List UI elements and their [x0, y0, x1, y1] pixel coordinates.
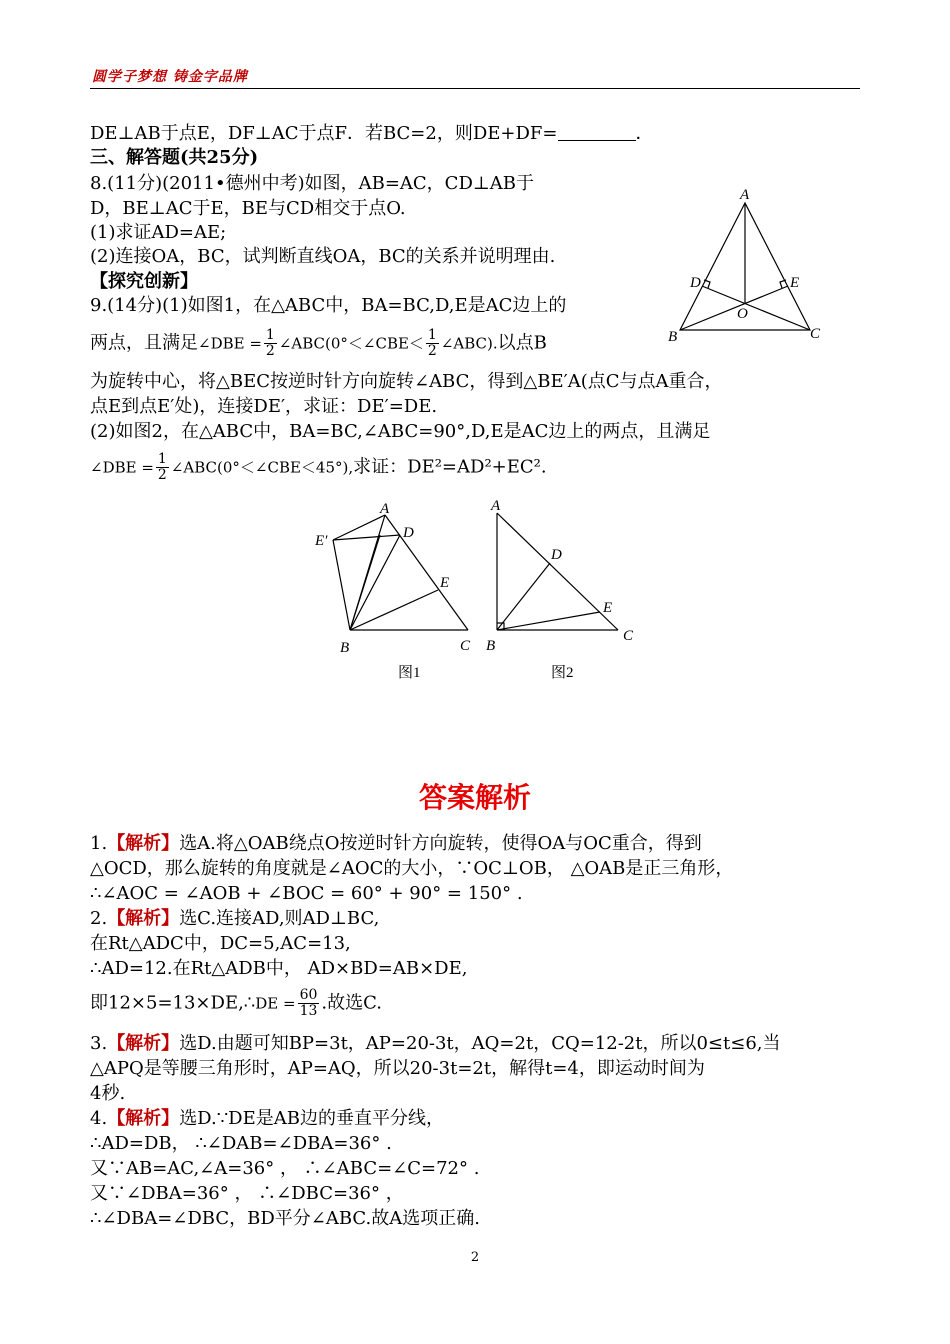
q9-line4: 点E到点E′处)，连接DE′，求证：DE′=DE.	[90, 396, 438, 417]
point-label-a: A	[380, 501, 390, 517]
a1-line1: 1.【解析】选A.将△OAB绕点O按逆时针方向旋转，使得OA与OC重合，得到	[90, 833, 702, 854]
a3-line1: 3.【解析】选D.由题可知BP=3t，AP=20-3t，AQ=2t，CQ=12-2t，所以0≤t≤6,当	[90, 1033, 781, 1054]
point-label-b: B	[668, 329, 678, 345]
a3-line2: △APQ是等腰三角形时，AP=AQ，所以20-3t=2t，解得t=4，即运动时间为	[90, 1058, 705, 1079]
q9-line2: 两点，且满足∠DBE = $\frac{1}{2}$ ∠ABC(0°＜∠CBE＜ $\frac{1}{2}$ ∠ABC).以点B	[90, 327, 547, 359]
point-label-d: D	[551, 547, 562, 563]
a3-line3: 4秒.	[90, 1083, 126, 1104]
point-label-e: E	[603, 600, 613, 616]
page-number: 2	[470, 1250, 480, 1265]
point-label-o: O	[737, 306, 748, 322]
point-label-c: C	[460, 638, 471, 654]
figure-q8	[660, 185, 835, 350]
point-label-d: D	[403, 525, 414, 541]
figure-2-caption: 图2	[551, 665, 574, 681]
fraction-60-13: $\frac{60}{13}$	[299, 987, 318, 1019]
a4-line3: 又∵AB=AC,∠A=36° ， ∴∠ABC=∠C=72° .	[90, 1158, 480, 1179]
a1-line2: △OCD，那么旋转的角度就是∠AOC的大小，∵OC⊥OB， △OAB是正三角形，	[90, 858, 734, 879]
answer-blank[interactable]	[558, 122, 636, 141]
a4-line4: 又∵∠DBA=36° ， ∴∠DBC=36° ，	[90, 1183, 404, 1204]
fraction-half: $\frac{1}{2}$	[427, 327, 437, 359]
q9-line3: 为旋转中心，将△BEC按逆时针方向旋转∠ABC，得到△BE′A(点C与点A重合，	[90, 371, 723, 392]
point-label-a: A	[491, 498, 501, 514]
a2-line1: 2.【解析】选C.连接AD,则AD⊥BC,	[90, 908, 380, 929]
q9-line5: (2)如图2，在△ABC中，BA=BC,∠ABC=90°,D,E是AC边上的两点，且满足	[90, 421, 711, 442]
a4-line5: ∴∠DBA=∠DBC，BD平分∠ABC.故A选项正确.	[90, 1208, 480, 1229]
point-label-e: E	[790, 275, 800, 291]
q8-line4: (2)连接OA，BC，试判断直线OA，BC的关系并说明理由.	[90, 246, 556, 267]
fraction-half: $\frac{1}{2}$	[157, 451, 167, 483]
q8-line2: D，BE⊥AC于E，BE与CD相交于点O.	[90, 198, 406, 219]
point-label-d: D	[690, 275, 701, 291]
point-label-e: E	[440, 575, 450, 591]
a1-line3: ∴∠AOC = ∠AOB + ∠BOC = 60° + 90° = 150° .	[90, 883, 523, 904]
q8-line1: 8.(11分)(2011•德州中考)如图，AB=AC，CD⊥AB于	[90, 173, 535, 194]
a4-line2: ∴AD=DB， ∴∠DAB=∠DBA=36° .	[90, 1133, 392, 1154]
answers-title: 答案解析	[418, 781, 531, 814]
figures-q9	[300, 495, 660, 690]
point-label-c: C	[810, 326, 821, 342]
header-brand: 圆学子梦想 铸金字品牌	[92, 69, 248, 85]
point-label-b: B	[486, 638, 496, 654]
a2-line4: 即12×5=13×DE,∴DE = $\frac{60}{13}$ .故选C.	[90, 987, 382, 1019]
fraction-half: $\frac{1}{2}$	[265, 327, 275, 359]
a4-line1: 4.【解析】选D.∵DE是AB边的垂直平分线，	[90, 1108, 444, 1129]
point-label-a: A	[740, 187, 750, 203]
figure-1-caption: 图1	[398, 665, 421, 681]
explore-title: 【探究创新】	[90, 271, 198, 292]
a2-line3: ∴AD=12.在Rt△ADB中， AD×BD=AB×DE,	[90, 958, 468, 979]
q9-line6: ∠DBE = $\frac{1}{2}$ ∠ABC(0°＜∠CBE＜45°),求证：DE²=AD²+EC².	[90, 451, 547, 483]
point-label-e-prime: E′	[315, 533, 328, 549]
q7-tail: DE⊥AB于点E，DF⊥AC于点F．若BC=2，则DE+DF= ．	[90, 123, 654, 144]
point-label-b: B	[340, 640, 350, 656]
a2-line2: 在Rt△ADC中，DC=5,AC=13,	[90, 933, 351, 954]
section-title: 三、解答题(共25分)	[90, 147, 259, 168]
point-label-c: C	[623, 628, 634, 644]
q8-line3: (1)求证AD=AE;	[90, 222, 227, 243]
q9-line1: 9.(14分)(1)如图1，在△ABC中，BA=BC,D,E是AC边上的	[90, 295, 567, 316]
header-rule	[90, 88, 860, 89]
